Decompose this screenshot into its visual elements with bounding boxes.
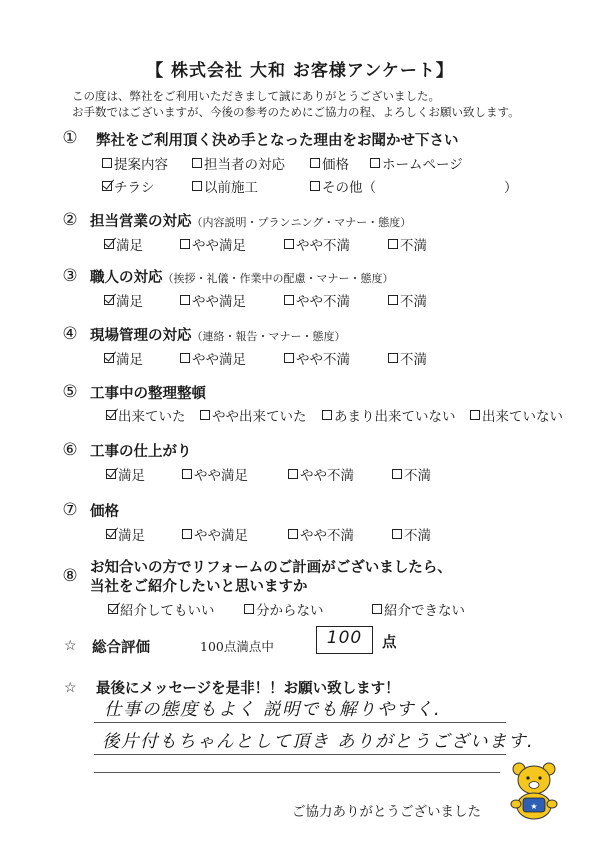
checkbox[interactable] bbox=[182, 469, 192, 479]
checkbox-checked[interactable] bbox=[106, 469, 116, 479]
message-rule-1 bbox=[94, 722, 506, 723]
checkbox[interactable] bbox=[310, 181, 320, 191]
q1-option-flyer[interactable]: チラシ bbox=[102, 176, 155, 196]
checkbox[interactable] bbox=[370, 158, 380, 168]
q6-title: 工事の仕上がり bbox=[90, 443, 192, 460]
overall-label: 総合評価 bbox=[92, 639, 150, 656]
q7-option-somewhat-dissatisfied[interactable]: やや不満 bbox=[288, 524, 354, 544]
q3-number: ③ bbox=[62, 266, 78, 286]
message-line-1: 仕事の態度もよく 説明でも解りやすく. bbox=[104, 700, 442, 720]
checkbox[interactable] bbox=[388, 295, 398, 305]
q7-number: ⑦ bbox=[62, 500, 78, 520]
checkbox[interactable] bbox=[200, 410, 210, 420]
checkbox-checked[interactable] bbox=[104, 353, 114, 363]
star-icon: ☆ bbox=[64, 638, 77, 654]
q6-option-somewhat-dissatisfied[interactable]: やや不満 bbox=[288, 464, 354, 484]
intro-line-2: お手数ではございますが、今後の参考のためにご協力の程、よろしくお願い致します。 bbox=[72, 105, 520, 119]
q7-option-dissatisfied[interactable]: 不満 bbox=[392, 524, 431, 544]
page-title: 【 株式会社 大和 お客様アンケート】 bbox=[146, 61, 454, 81]
q8-option-unsure[interactable]: 分からない bbox=[244, 599, 324, 619]
q8-option-would-refer[interactable]: 紹介してもいい bbox=[108, 599, 215, 619]
q2-subtitle: （内容説明・プランニング・マナー・態度） bbox=[191, 216, 412, 229]
q4-subtitle: （連絡・報告・マナー・態度） bbox=[191, 330, 346, 343]
q4-option-satisfied[interactable]: 満足 bbox=[104, 348, 143, 368]
q3-title: 職人の対応（挨拶・礼儀・作業中の配慮・マナー・態度） bbox=[90, 269, 394, 286]
score-value: 100 bbox=[326, 628, 363, 648]
score-unit: 点 bbox=[382, 634, 397, 651]
q8-title-line2: 当社をご紹介したいと思いますか bbox=[90, 578, 308, 595]
q1-option-proposal[interactable]: 提案内容 bbox=[102, 153, 168, 173]
checkbox[interactable] bbox=[102, 158, 112, 168]
q3-subtitle: （挨拶・礼儀・作業中の配慮・マナー・態度） bbox=[162, 272, 394, 285]
checkbox[interactable] bbox=[470, 410, 480, 420]
q4-title: 現場管理の対応（連絡・報告・マナー・態度） bbox=[90, 327, 346, 344]
svg-text:★: ★ bbox=[530, 802, 538, 811]
checkbox-checked[interactable] bbox=[104, 239, 114, 249]
q1-option-other[interactable]: その他（ bbox=[310, 176, 376, 196]
q8-option-cannot-refer[interactable]: 紹介できない bbox=[372, 599, 465, 619]
q3-option-dissatisfied[interactable]: 不満 bbox=[388, 290, 427, 310]
checkbox[interactable] bbox=[180, 295, 190, 305]
checkbox-checked[interactable] bbox=[106, 529, 116, 539]
q4-option-somewhat-dissatisfied[interactable]: やや不満 bbox=[284, 348, 350, 368]
q6-number: ⑥ bbox=[62, 440, 78, 460]
q2-option-somewhat-satisfied[interactable]: やや満足 bbox=[180, 234, 246, 254]
checkbox[interactable] bbox=[284, 353, 294, 363]
q1-title: 弊社をご利用頂く決め手となった理由をお聞かせ下さい bbox=[96, 132, 459, 149]
checkbox[interactable] bbox=[388, 239, 398, 249]
q5-number: ⑤ bbox=[62, 382, 78, 402]
q2-number: ② bbox=[62, 210, 78, 230]
checkbox[interactable] bbox=[392, 469, 402, 479]
q3-option-somewhat-satisfied[interactable]: やや満足 bbox=[180, 290, 246, 310]
q6-option-satisfied[interactable]: 満足 bbox=[106, 464, 145, 484]
checkbox[interactable] bbox=[180, 353, 190, 363]
thanks-message: ご協力ありがとうございました bbox=[292, 804, 481, 820]
q7-title: 価格 bbox=[90, 503, 119, 520]
message-prompt: 最後にメッセージを是非！！お願い致します！ bbox=[96, 680, 400, 697]
overall-scale: 100点満点中 bbox=[200, 639, 274, 654]
q3-option-satisfied[interactable]: 満足 bbox=[104, 290, 143, 310]
q5-option-not-done[interactable]: 出来ていない bbox=[470, 405, 563, 425]
q7-option-satisfied[interactable]: 満足 bbox=[106, 524, 145, 544]
q2-option-somewhat-dissatisfied[interactable]: やや不満 bbox=[284, 234, 350, 254]
checkbox[interactable] bbox=[284, 239, 294, 249]
q5-option-not-much[interactable]: あまり出来ていない bbox=[322, 405, 456, 425]
intro-line-1: この度は、弊社をご利用いただきまして誠にありがとうございました。 bbox=[72, 89, 440, 103]
q2-option-satisfied[interactable]: 満足 bbox=[104, 234, 143, 254]
checkbox[interactable] bbox=[388, 353, 398, 363]
checkbox-checked[interactable] bbox=[102, 181, 112, 191]
bear-mascot-icon bbox=[506, 760, 562, 820]
q7-option-somewhat-satisfied[interactable]: やや満足 bbox=[182, 524, 248, 544]
checkbox-checked[interactable] bbox=[104, 295, 114, 305]
message-rule-2 bbox=[94, 754, 506, 755]
q4-number: ④ bbox=[62, 324, 78, 344]
message-rule-3 bbox=[94, 772, 500, 773]
checkbox[interactable] bbox=[192, 181, 202, 191]
checkbox[interactable] bbox=[182, 529, 192, 539]
message-line-2: 後片付もちゃんとして頂き ありがとうございます. bbox=[102, 732, 535, 752]
q1-number: ① bbox=[62, 128, 78, 148]
q5-title: 工事中の整理整頓 bbox=[90, 385, 206, 402]
q1-option-price[interactable]: 価格 bbox=[310, 153, 349, 173]
q4-option-dissatisfied[interactable]: 不満 bbox=[388, 348, 427, 368]
q2-title: 担当営業の対応（内容説明・プランニング・マナー・態度） bbox=[90, 213, 412, 230]
q4-option-somewhat-satisfied[interactable]: やや満足 bbox=[180, 348, 246, 368]
checkbox-checked[interactable] bbox=[108, 604, 118, 614]
q8-title: お知合いの方でリフォームのご計画がございましたら、 bbox=[90, 559, 452, 576]
checkbox[interactable] bbox=[310, 158, 320, 168]
q5-option-mostly-done[interactable]: やや出来ていた bbox=[200, 405, 307, 425]
q6-option-dissatisfied[interactable]: 不満 bbox=[392, 464, 431, 484]
checkbox[interactable] bbox=[322, 410, 332, 420]
q1-option-homepage[interactable]: ホームページ bbox=[370, 153, 463, 173]
checkbox[interactable] bbox=[288, 529, 298, 539]
checkbox[interactable] bbox=[192, 158, 202, 168]
checkbox[interactable] bbox=[392, 529, 402, 539]
q1-option-previous[interactable]: 以前施工 bbox=[192, 176, 258, 196]
q6-option-somewhat-satisfied[interactable]: やや満足 bbox=[182, 464, 248, 484]
checkbox[interactable] bbox=[288, 469, 298, 479]
q5-option-done[interactable]: 出来ていた bbox=[106, 405, 186, 425]
checkbox-checked[interactable] bbox=[106, 410, 116, 420]
q3-option-somewhat-dissatisfied[interactable]: やや不満 bbox=[284, 290, 350, 310]
q2-option-dissatisfied[interactable]: 不満 bbox=[388, 234, 427, 254]
q1-option-staff[interactable]: 担当者の対応 bbox=[192, 153, 285, 173]
checkbox[interactable] bbox=[244, 604, 254, 614]
checkbox[interactable] bbox=[180, 239, 190, 249]
checkbox[interactable] bbox=[284, 295, 294, 305]
checkbox[interactable] bbox=[372, 604, 382, 614]
star-icon: ☆ bbox=[64, 680, 77, 696]
q8-number: ⑧ bbox=[62, 566, 78, 586]
q1-other-close: ） bbox=[504, 180, 518, 196]
